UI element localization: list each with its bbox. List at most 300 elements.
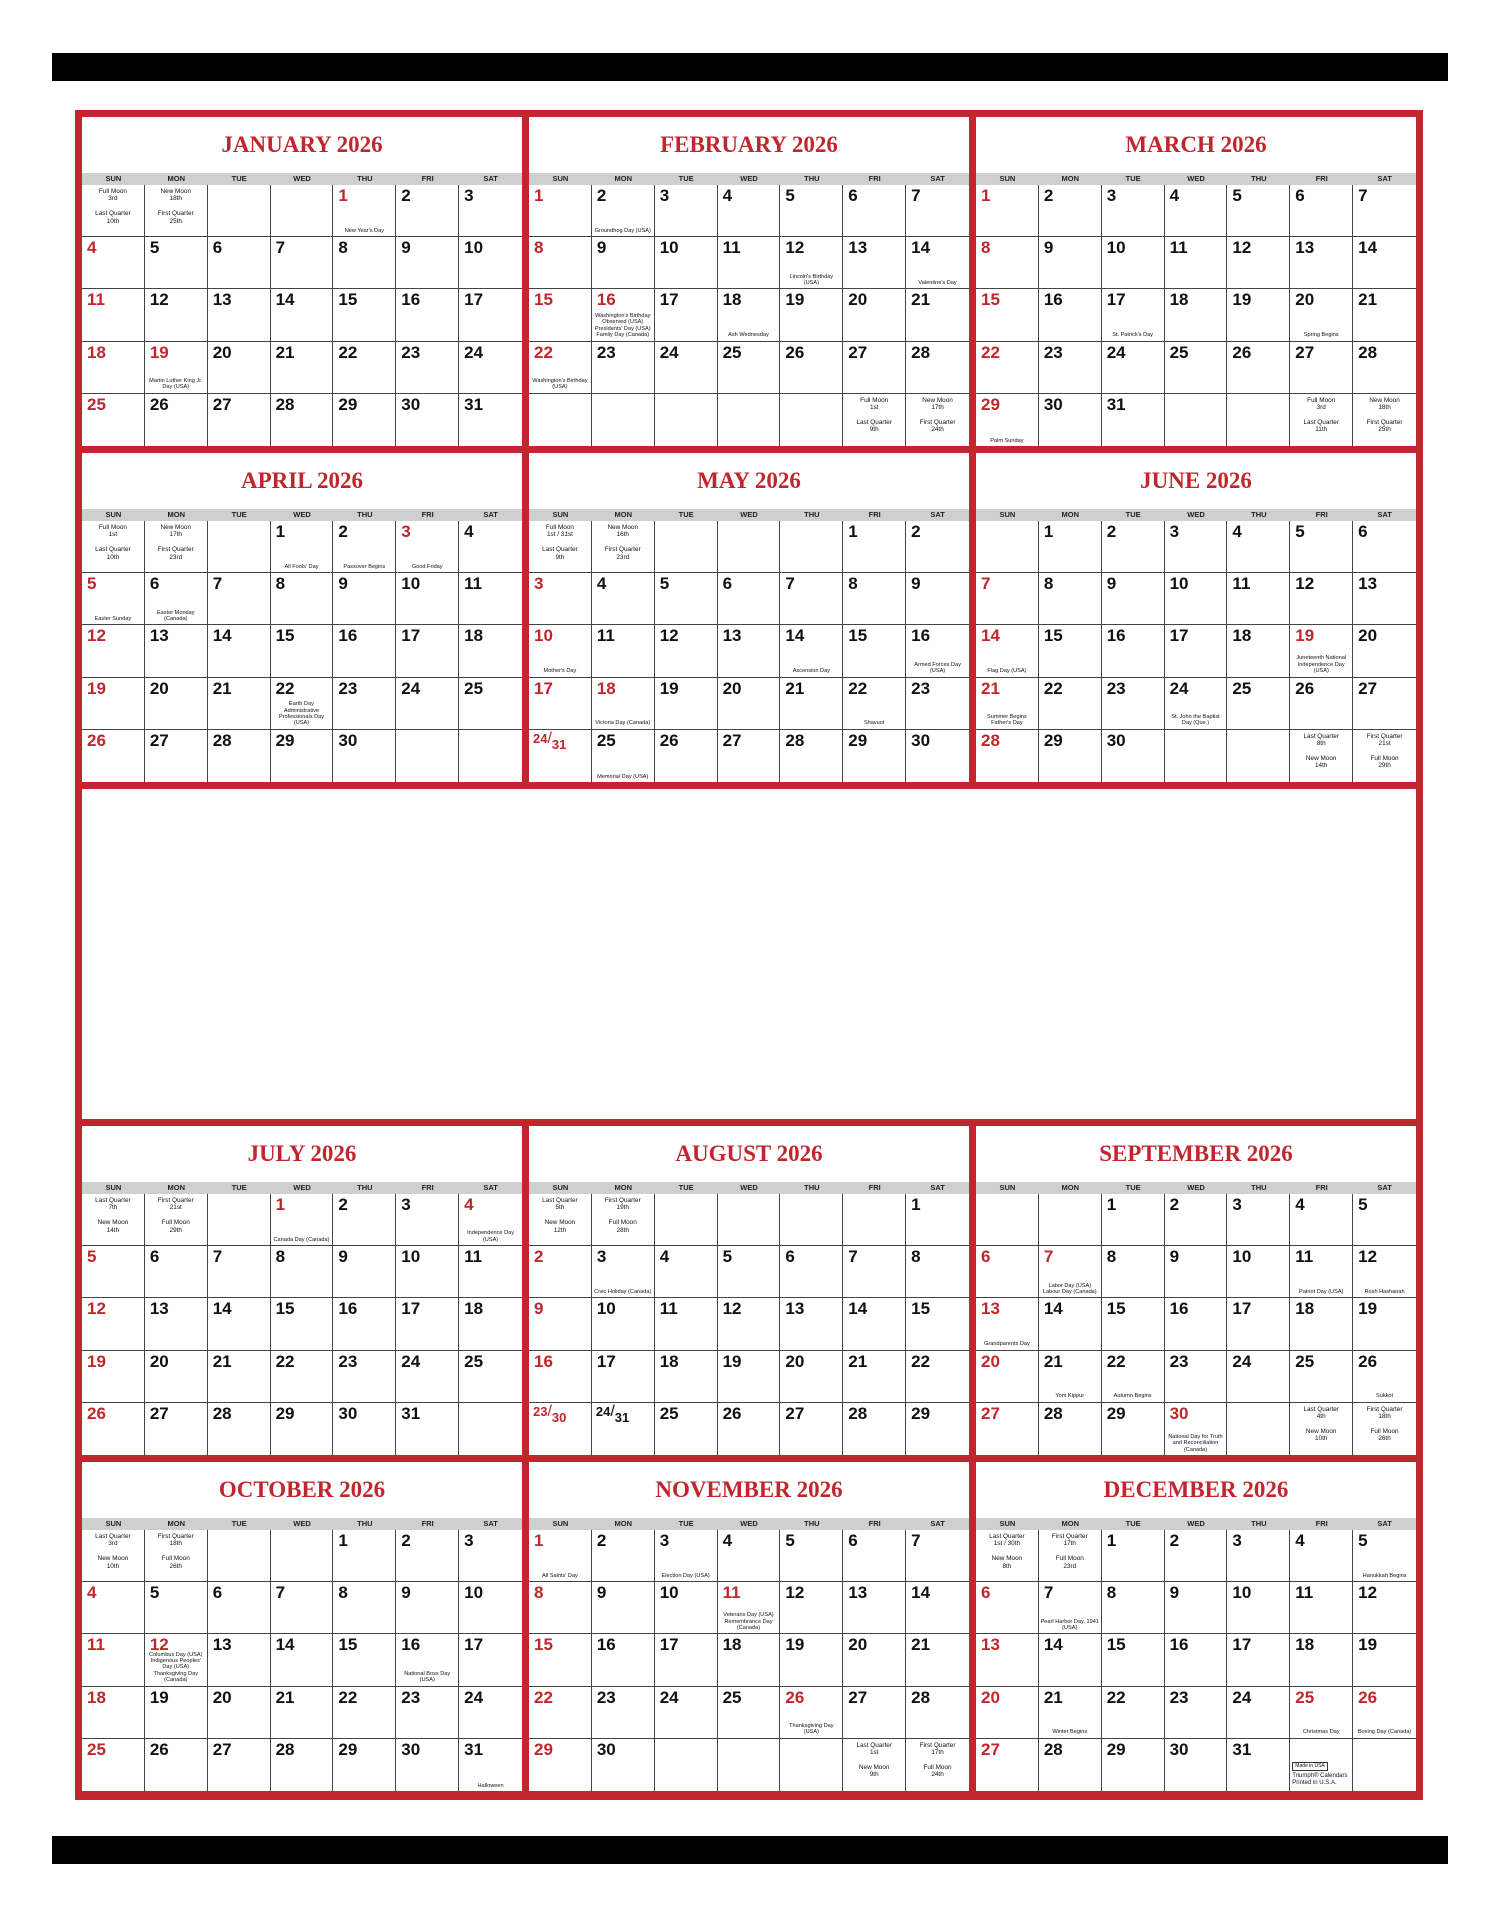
day-cell[interactable] — [780, 394, 843, 446]
day-cell[interactable] — [145, 1687, 208, 1739]
day-cell[interactable] — [529, 289, 592, 341]
day-cell[interactable] — [396, 573, 459, 625]
day-cell[interactable] — [271, 521, 334, 573]
day-cell[interactable] — [780, 573, 843, 625]
day-cell[interactable] — [1227, 521, 1290, 573]
day-cell[interactable] — [145, 1351, 208, 1403]
day-cell[interactable] — [145, 1298, 208, 1350]
day-cell[interactable] — [1039, 342, 1102, 394]
day-cell[interactable] — [655, 678, 718, 730]
day-cell[interactable] — [906, 521, 969, 573]
day-cell[interactable] — [1102, 1582, 1165, 1634]
day-cell[interactable] — [655, 1530, 718, 1582]
day-cell[interactable] — [976, 237, 1039, 289]
day-cell[interactable] — [976, 1246, 1039, 1298]
day-cell[interactable] — [1165, 1739, 1228, 1791]
day-cell[interactable] — [906, 678, 969, 730]
day-cell[interactable] — [529, 1351, 592, 1403]
day-cell[interactable] — [529, 730, 592, 782]
day-cell[interactable] — [1102, 521, 1165, 573]
day-cell[interactable] — [82, 1530, 145, 1582]
day-cell[interactable] — [82, 1634, 145, 1686]
day-cell[interactable] — [529, 1582, 592, 1634]
day-cell[interactable] — [1039, 1403, 1102, 1455]
day-cell[interactable] — [1227, 1634, 1290, 1686]
day-cell[interactable] — [459, 1246, 522, 1298]
day-cell[interactable] — [333, 730, 396, 782]
day-cell[interactable] — [1102, 573, 1165, 625]
day-cell[interactable] — [1353, 185, 1416, 237]
day-cell[interactable] — [780, 1582, 843, 1634]
day-cell[interactable] — [718, 1351, 781, 1403]
day-cell[interactable] — [208, 1351, 271, 1403]
day-cell[interactable] — [271, 1298, 334, 1350]
day-cell[interactable] — [333, 185, 396, 237]
day-cell[interactable] — [1165, 573, 1228, 625]
day-cell[interactable] — [718, 237, 781, 289]
day-cell[interactable] — [655, 1739, 718, 1791]
day-cell[interactable] — [396, 1298, 459, 1350]
day-cell[interactable] — [655, 1298, 718, 1350]
day-cell[interactable] — [780, 237, 843, 289]
day-cell[interactable] — [333, 678, 396, 730]
day-cell[interactable] — [333, 237, 396, 289]
day-cell[interactable] — [529, 521, 592, 573]
day-cell[interactable] — [1227, 394, 1290, 446]
day-cell[interactable] — [718, 573, 781, 625]
day-cell[interactable] — [718, 394, 781, 446]
day-cell[interactable] — [459, 1739, 522, 1791]
day-cell[interactable] — [1102, 185, 1165, 237]
day-cell[interactable] — [396, 1351, 459, 1403]
day-cell[interactable] — [655, 625, 718, 677]
day-cell[interactable] — [1165, 1351, 1228, 1403]
day-cell[interactable] — [1165, 1582, 1228, 1634]
day-cell[interactable] — [145, 1403, 208, 1455]
day-cell[interactable] — [1290, 1298, 1353, 1350]
day-cell[interactable] — [1039, 1582, 1102, 1634]
day-cell[interactable] — [1102, 1194, 1165, 1246]
day-cell[interactable] — [976, 1298, 1039, 1350]
day-cell[interactable] — [271, 1403, 334, 1455]
day-cell[interactable] — [1039, 394, 1102, 446]
day-cell[interactable] — [396, 1246, 459, 1298]
day-cell[interactable] — [718, 185, 781, 237]
day-cell[interactable] — [529, 185, 592, 237]
day-cell[interactable] — [1165, 730, 1228, 782]
day-cell[interactable] — [718, 1403, 781, 1455]
day-cell[interactable] — [906, 342, 969, 394]
day-cell[interactable] — [843, 521, 906, 573]
day-cell[interactable] — [1353, 1687, 1416, 1739]
day-cell[interactable] — [271, 237, 334, 289]
day-cell[interactable] — [1227, 289, 1290, 341]
day-cell[interactable] — [655, 1687, 718, 1739]
day-cell[interactable] — [396, 1403, 459, 1455]
day-cell[interactable] — [655, 573, 718, 625]
day-cell[interactable] — [906, 1687, 969, 1739]
day-cell[interactable] — [145, 237, 208, 289]
day-cell[interactable] — [1039, 1739, 1102, 1791]
day-cell[interactable] — [592, 185, 655, 237]
day-cell[interactable] — [208, 730, 271, 782]
day-cell[interactable] — [1353, 1246, 1416, 1298]
day-cell[interactable] — [1039, 573, 1102, 625]
day-cell[interactable] — [333, 1351, 396, 1403]
day-cell[interactable] — [396, 521, 459, 573]
day-cell[interactable] — [843, 237, 906, 289]
day-cell[interactable] — [459, 1351, 522, 1403]
day-cell[interactable] — [843, 1403, 906, 1455]
day-cell[interactable] — [271, 1194, 334, 1246]
day-cell[interactable] — [1353, 1634, 1416, 1686]
day-cell[interactable] — [271, 678, 334, 730]
day-cell[interactable] — [592, 1246, 655, 1298]
day-cell[interactable] — [976, 1194, 1039, 1246]
day-cell[interactable] — [655, 1582, 718, 1634]
day-cell[interactable] — [592, 1634, 655, 1686]
day-cell[interactable] — [976, 1739, 1039, 1791]
day-cell[interactable] — [82, 678, 145, 730]
day-cell[interactable] — [780, 730, 843, 782]
day-cell[interactable] — [333, 625, 396, 677]
day-cell[interactable] — [1353, 573, 1416, 625]
day-cell[interactable] — [976, 1687, 1039, 1739]
day-cell[interactable] — [1165, 1530, 1228, 1582]
day-cell[interactable] — [906, 1298, 969, 1350]
day-cell[interactable] — [459, 1194, 522, 1246]
day-cell[interactable] — [718, 678, 781, 730]
day-cell[interactable] — [1039, 1246, 1102, 1298]
day-cell[interactable] — [1165, 1298, 1228, 1350]
day-cell[interactable] — [208, 1739, 271, 1791]
day-cell[interactable] — [1102, 625, 1165, 677]
day-cell[interactable] — [145, 1739, 208, 1791]
day-cell[interactable] — [1102, 1351, 1165, 1403]
day-cell[interactable] — [1165, 625, 1228, 677]
day-cell[interactable] — [592, 394, 655, 446]
day-cell[interactable] — [1039, 185, 1102, 237]
day-cell[interactable] — [1290, 730, 1353, 782]
day-cell[interactable] — [529, 394, 592, 446]
day-cell[interactable] — [459, 237, 522, 289]
day-cell[interactable] — [1290, 573, 1353, 625]
day-cell[interactable] — [82, 289, 145, 341]
day-cell[interactable] — [780, 625, 843, 677]
day-cell[interactable] — [1039, 289, 1102, 341]
day-cell[interactable] — [396, 289, 459, 341]
day-cell[interactable] — [459, 730, 522, 782]
day-cell[interactable] — [459, 573, 522, 625]
day-cell[interactable] — [655, 1403, 718, 1455]
day-cell[interactable] — [333, 342, 396, 394]
day-cell[interactable] — [1165, 678, 1228, 730]
day-cell[interactable] — [1039, 521, 1102, 573]
day-cell[interactable] — [271, 1351, 334, 1403]
day-cell[interactable] — [1165, 185, 1228, 237]
day-cell[interactable] — [396, 1687, 459, 1739]
day-cell[interactable] — [396, 1739, 459, 1791]
day-cell[interactable] — [271, 1687, 334, 1739]
day-cell[interactable] — [1165, 521, 1228, 573]
day-cell[interactable] — [208, 289, 271, 341]
day-cell[interactable] — [906, 1351, 969, 1403]
day-cell[interactable] — [271, 289, 334, 341]
day-cell[interactable] — [1227, 1298, 1290, 1350]
day-cell[interactable] — [718, 1298, 781, 1350]
day-cell[interactable] — [592, 521, 655, 573]
day-cell[interactable] — [459, 289, 522, 341]
day-cell[interactable] — [1227, 237, 1290, 289]
day-cell[interactable] — [1290, 1403, 1353, 1455]
day-cell[interactable] — [718, 1530, 781, 1582]
day-cell[interactable] — [718, 1582, 781, 1634]
day-cell[interactable] — [780, 1194, 843, 1246]
day-cell[interactable] — [1165, 289, 1228, 341]
day-cell[interactable] — [459, 342, 522, 394]
day-cell[interactable] — [208, 185, 271, 237]
day-cell[interactable] — [1227, 342, 1290, 394]
day-cell[interactable] — [780, 1634, 843, 1686]
day-cell[interactable] — [529, 625, 592, 677]
day-cell[interactable] — [1039, 237, 1102, 289]
day-cell[interactable] — [1353, 678, 1416, 730]
day-cell[interactable] — [1039, 1687, 1102, 1739]
day-cell[interactable] — [208, 1298, 271, 1350]
day-cell[interactable] — [843, 678, 906, 730]
day-cell[interactable] — [718, 730, 781, 782]
day-cell[interactable] — [1290, 1739, 1353, 1791]
day-cell[interactable] — [208, 1403, 271, 1455]
day-cell[interactable] — [82, 521, 145, 573]
day-cell[interactable] — [906, 1634, 969, 1686]
day-cell[interactable] — [1039, 1530, 1102, 1582]
day-cell[interactable] — [1353, 289, 1416, 341]
day-cell[interactable] — [145, 521, 208, 573]
day-cell[interactable] — [780, 1298, 843, 1350]
day-cell[interactable] — [145, 1194, 208, 1246]
day-cell[interactable] — [843, 1351, 906, 1403]
day-cell[interactable] — [145, 342, 208, 394]
day-cell[interactable] — [529, 678, 592, 730]
day-cell[interactable] — [1039, 1298, 1102, 1350]
day-cell[interactable] — [655, 342, 718, 394]
day-cell[interactable] — [976, 573, 1039, 625]
day-cell[interactable] — [976, 342, 1039, 394]
day-cell[interactable] — [1290, 185, 1353, 237]
day-cell[interactable] — [843, 625, 906, 677]
day-cell[interactable] — [271, 730, 334, 782]
day-cell[interactable] — [843, 1634, 906, 1686]
day-cell[interactable] — [1353, 730, 1416, 782]
day-cell[interactable] — [906, 185, 969, 237]
day-cell[interactable] — [655, 237, 718, 289]
day-cell[interactable] — [843, 1530, 906, 1582]
day-cell[interactable] — [592, 1403, 655, 1455]
day-cell[interactable] — [82, 185, 145, 237]
day-cell[interactable] — [82, 342, 145, 394]
day-cell[interactable] — [780, 185, 843, 237]
day-cell[interactable] — [1353, 1582, 1416, 1634]
day-cell[interactable] — [1290, 625, 1353, 677]
day-cell[interactable] — [843, 289, 906, 341]
day-cell[interactable] — [145, 1634, 208, 1686]
day-cell[interactable] — [145, 1582, 208, 1634]
day-cell[interactable] — [333, 1246, 396, 1298]
day-cell[interactable] — [718, 1634, 781, 1686]
day-cell[interactable] — [1165, 1194, 1228, 1246]
day-cell[interactable] — [1165, 342, 1228, 394]
day-cell[interactable] — [1353, 1530, 1416, 1582]
day-cell[interactable] — [271, 573, 334, 625]
day-cell[interactable] — [655, 394, 718, 446]
day-cell[interactable] — [145, 730, 208, 782]
day-cell[interactable] — [208, 1246, 271, 1298]
day-cell[interactable] — [1290, 394, 1353, 446]
day-cell[interactable] — [529, 342, 592, 394]
day-cell[interactable] — [1227, 1530, 1290, 1582]
day-cell[interactable] — [843, 1687, 906, 1739]
day-cell[interactable] — [655, 185, 718, 237]
day-cell[interactable] — [529, 1634, 592, 1686]
day-cell[interactable] — [1290, 1687, 1353, 1739]
day-cell[interactable] — [1227, 1351, 1290, 1403]
day-cell[interactable] — [529, 1194, 592, 1246]
day-cell[interactable] — [1227, 1739, 1290, 1791]
day-cell[interactable] — [1290, 1530, 1353, 1582]
day-cell[interactable] — [1227, 625, 1290, 677]
day-cell[interactable] — [1290, 1246, 1353, 1298]
day-cell[interactable] — [459, 394, 522, 446]
day-cell[interactable] — [906, 730, 969, 782]
day-cell[interactable] — [333, 1634, 396, 1686]
day-cell[interactable] — [1165, 1634, 1228, 1686]
day-cell[interactable] — [655, 289, 718, 341]
day-cell[interactable] — [780, 521, 843, 573]
day-cell[interactable] — [396, 394, 459, 446]
day-cell[interactable] — [1102, 342, 1165, 394]
day-cell[interactable] — [780, 342, 843, 394]
day-cell[interactable] — [396, 730, 459, 782]
day-cell[interactable] — [906, 394, 969, 446]
day-cell[interactable] — [208, 1530, 271, 1582]
day-cell[interactable] — [82, 1403, 145, 1455]
day-cell[interactable] — [843, 1246, 906, 1298]
day-cell[interactable] — [333, 394, 396, 446]
day-cell[interactable] — [1102, 1634, 1165, 1686]
day-cell[interactable] — [396, 1530, 459, 1582]
day-cell[interactable] — [208, 394, 271, 446]
day-cell[interactable] — [271, 1582, 334, 1634]
day-cell[interactable] — [976, 730, 1039, 782]
day-cell[interactable] — [906, 1530, 969, 1582]
day-cell[interactable] — [208, 1194, 271, 1246]
day-cell[interactable] — [145, 678, 208, 730]
day-cell[interactable] — [208, 573, 271, 625]
day-cell[interactable] — [906, 1739, 969, 1791]
day-cell[interactable] — [271, 1739, 334, 1791]
day-cell[interactable] — [780, 1246, 843, 1298]
day-cell[interactable] — [976, 1530, 1039, 1582]
day-cell[interactable] — [780, 1403, 843, 1455]
day-cell[interactable] — [145, 573, 208, 625]
day-cell[interactable] — [1290, 289, 1353, 341]
day-cell[interactable] — [592, 1739, 655, 1791]
day-cell[interactable] — [271, 342, 334, 394]
day-cell[interactable] — [396, 1194, 459, 1246]
day-cell[interactable] — [592, 237, 655, 289]
day-cell[interactable] — [843, 1194, 906, 1246]
day-cell[interactable] — [208, 521, 271, 573]
day-cell[interactable] — [82, 1687, 145, 1739]
day-cell[interactable] — [145, 625, 208, 677]
day-cell[interactable] — [396, 625, 459, 677]
day-cell[interactable] — [1227, 1687, 1290, 1739]
day-cell[interactable] — [333, 1530, 396, 1582]
day-cell[interactable] — [718, 1194, 781, 1246]
day-cell[interactable] — [145, 185, 208, 237]
day-cell[interactable] — [529, 1739, 592, 1791]
day-cell[interactable] — [718, 1687, 781, 1739]
day-cell[interactable] — [208, 625, 271, 677]
day-cell[interactable] — [592, 289, 655, 341]
day-cell[interactable] — [145, 1246, 208, 1298]
day-cell[interactable] — [906, 237, 969, 289]
day-cell[interactable] — [82, 625, 145, 677]
day-cell[interactable] — [592, 1530, 655, 1582]
day-cell[interactable] — [592, 730, 655, 782]
day-cell[interactable] — [145, 1530, 208, 1582]
day-cell[interactable] — [396, 185, 459, 237]
day-cell[interactable] — [718, 1739, 781, 1791]
day-cell[interactable] — [1227, 573, 1290, 625]
day-cell[interactable] — [1165, 1246, 1228, 1298]
day-cell[interactable] — [655, 1634, 718, 1686]
day-cell[interactable] — [459, 1687, 522, 1739]
day-cell[interactable] — [1353, 521, 1416, 573]
day-cell[interactable] — [529, 237, 592, 289]
day-cell[interactable] — [529, 1403, 592, 1455]
day-cell[interactable] — [1102, 237, 1165, 289]
day-cell[interactable] — [1165, 237, 1228, 289]
day-cell[interactable] — [396, 1582, 459, 1634]
day-cell[interactable] — [208, 1582, 271, 1634]
day-cell[interactable] — [1102, 730, 1165, 782]
day-cell[interactable] — [1102, 678, 1165, 730]
day-cell[interactable] — [1353, 625, 1416, 677]
day-cell[interactable] — [82, 1739, 145, 1791]
day-cell[interactable] — [843, 342, 906, 394]
day-cell[interactable] — [529, 1246, 592, 1298]
day-cell[interactable] — [1227, 185, 1290, 237]
day-cell[interactable] — [82, 237, 145, 289]
day-cell[interactable] — [1102, 394, 1165, 446]
day-cell[interactable] — [1102, 1530, 1165, 1582]
day-cell[interactable] — [1039, 625, 1102, 677]
day-cell[interactable] — [976, 678, 1039, 730]
day-cell[interactable] — [271, 1246, 334, 1298]
day-cell[interactable] — [1227, 1246, 1290, 1298]
day-cell[interactable] — [208, 1687, 271, 1739]
day-cell[interactable] — [1227, 1403, 1290, 1455]
day-cell[interactable] — [592, 573, 655, 625]
day-cell[interactable] — [529, 1687, 592, 1739]
day-cell[interactable] — [976, 1582, 1039, 1634]
day-cell[interactable] — [529, 1530, 592, 1582]
day-cell[interactable] — [843, 394, 906, 446]
day-cell[interactable] — [396, 342, 459, 394]
day-cell[interactable] — [1165, 394, 1228, 446]
